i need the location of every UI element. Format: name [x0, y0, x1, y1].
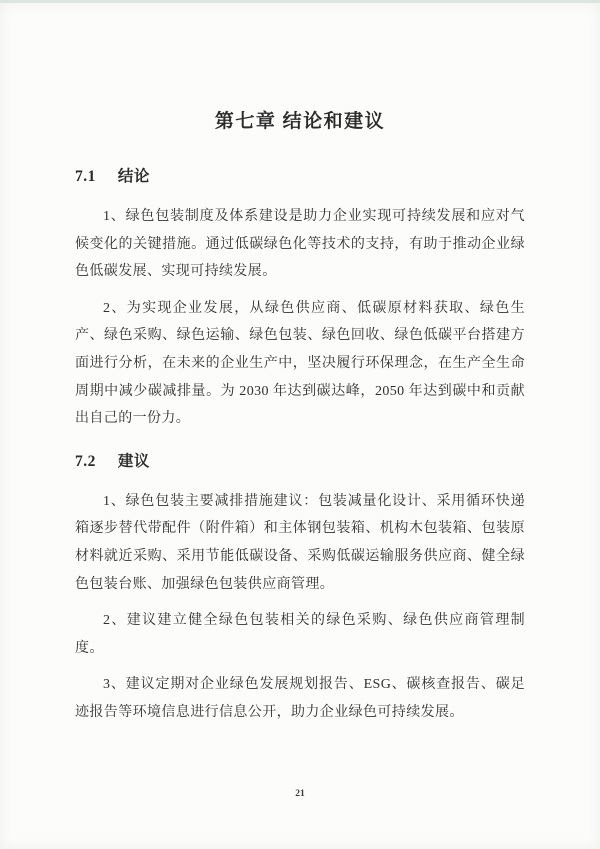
paragraph: 3、建议定期对企业绿色发展规划报告、ESG、碳核查报告、碳足迹报告等环境信息进行信息公开，助力企业绿色可持续发展。 [75, 677, 525, 720]
section-heading-recommendations [75, 449, 525, 471]
paragraph: 1、绿色包装主要减排措施建议：包装减量化设计、采用循环快递箱逐步替代带配件（附件箱）和主体钢包装箱、机构木包装箱、包装原材料就近采购、采用节能低碳设备、采购低碳运输服务供应商、健全绿色包装台账、加强绿色包装供应商管理。 [75, 493, 525, 592]
section-recommendations [75, 449, 525, 727]
paragraph: 2、建议建立健全绿色包装相关的绿色采购、绿色供应商管理制度。 [75, 613, 525, 656]
section-heading-conclusions [75, 164, 525, 186]
paragraph: 2、为实现企业发展，从绿色供应商、低碳原材料获取、绿色生产、绿色采购、绿色运输、绿色包装、绿色回收、绿色低碳平台搭建方面进行分析，在未来的企业生产中，坚决履行环保理念，在生产全生命周期中减少碳减排量。为 2030 年达到碳达峰，2050 年达到碳中和贡献出自己的一份力。 [75, 300, 525, 427]
section-number: 7.2 [75, 452, 96, 470]
section-title: 建议 [117, 452, 150, 470]
chapter-title: 第七章 结论和建议 [214, 111, 386, 132]
section-conclusions [75, 164, 525, 433]
page-number: 21 [295, 789, 305, 799]
section-title: 结论 [117, 168, 150, 185]
page-content [0, 3, 600, 727]
section-number: 7.1 [75, 168, 96, 185]
paragraph: 1、绿色包装制度及体系建设是助力企业实现可持续发展和应对气候变化的关键措施。通过低碳绿色化等技术的支持，有助于推动企业绿色低碳发展、实现可持续发展。 [75, 209, 525, 280]
